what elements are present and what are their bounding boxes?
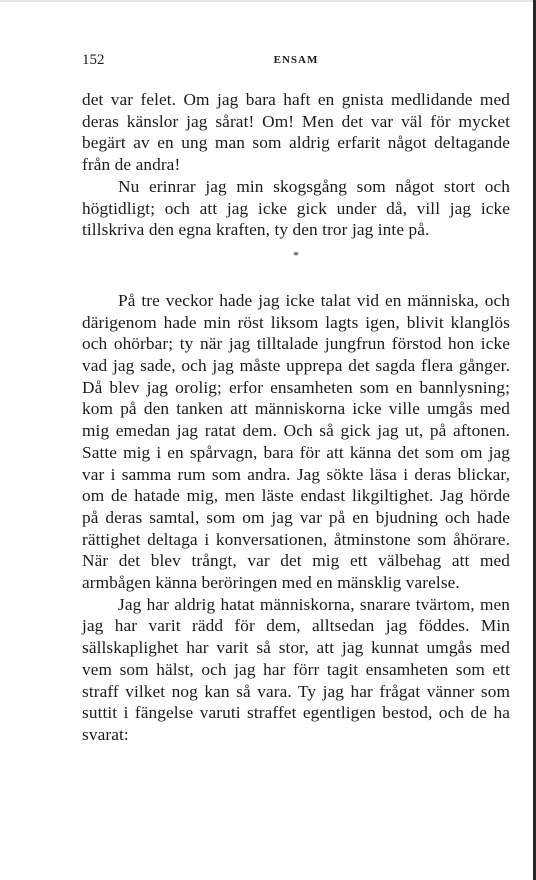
page-header — [82, 52, 510, 76]
paragraph: det var felet. Om jag bara haft en gnista medlidande med deras känslor jag sårat! Om! Men det var väl för mycket begärt av en ung man som aldrig erfarit något deltagande från de andra! — [82, 90, 510, 175]
page-top-edge — [0, 0, 536, 2]
paragraph: Nu erinrar jag min skogsgång som något stort och högtidligt; och att jag icke gick under då, vill jag icke tillskriva den egna kraften, ty den tror jag inte på. — [82, 176, 510, 240]
running-title: ENSAM — [273, 54, 319, 66]
section-separator: * — [292, 247, 300, 262]
body-text — [82, 89, 510, 746]
paragraph: Jag har aldrig hatat människorna, snarare tvärtom, men jag har varit rädd för dem, alltsedan jag föddes. Min sällskaplighet har varit så stor, att jag kunnat umgås med vem som hälst, och jag har förr tagit ensamheten som ett straff vilket nog kan så vara. Ty jag har frågat vänner som suttit i fängelse varuti straffet egentligen bestod, och de ha svarat: — [82, 594, 510, 744]
page-number: 152 — [82, 52, 105, 68]
paragraph: På tre veckor hade jag icke talat vid en människa, och därigenom hade min röst liksom lagts igen, blivit klanglös och ohörbar; ty när jag tilltalade jungfrun förstod hon icke vad jag sade, och jag måste upprepa det sagda flera gånger. Då blev jag orolig; erfor ensamheten som en bannlysning; kom på den tanken att människorna icke ville umgås med mig emedan jag ratat dem. Och så gick jag ut, på aftonen. Satte mig i en spårvagn, bara för att känna det som om jag var i samma rum som andra. Jag sökte läsa i deras blickar, om de hatade mig, men läste endast likgiltighet. Jag hörde på deras samtal, som om jag var på en bjudning och hade rättighet deltaga i konversationen, åtminstone som åhörare. När det blev trångt, var det mig ett välbehag att med armbågen känna beröringen med en mänsklig varelse. — [82, 290, 510, 593]
book-page — [82, 52, 510, 746]
